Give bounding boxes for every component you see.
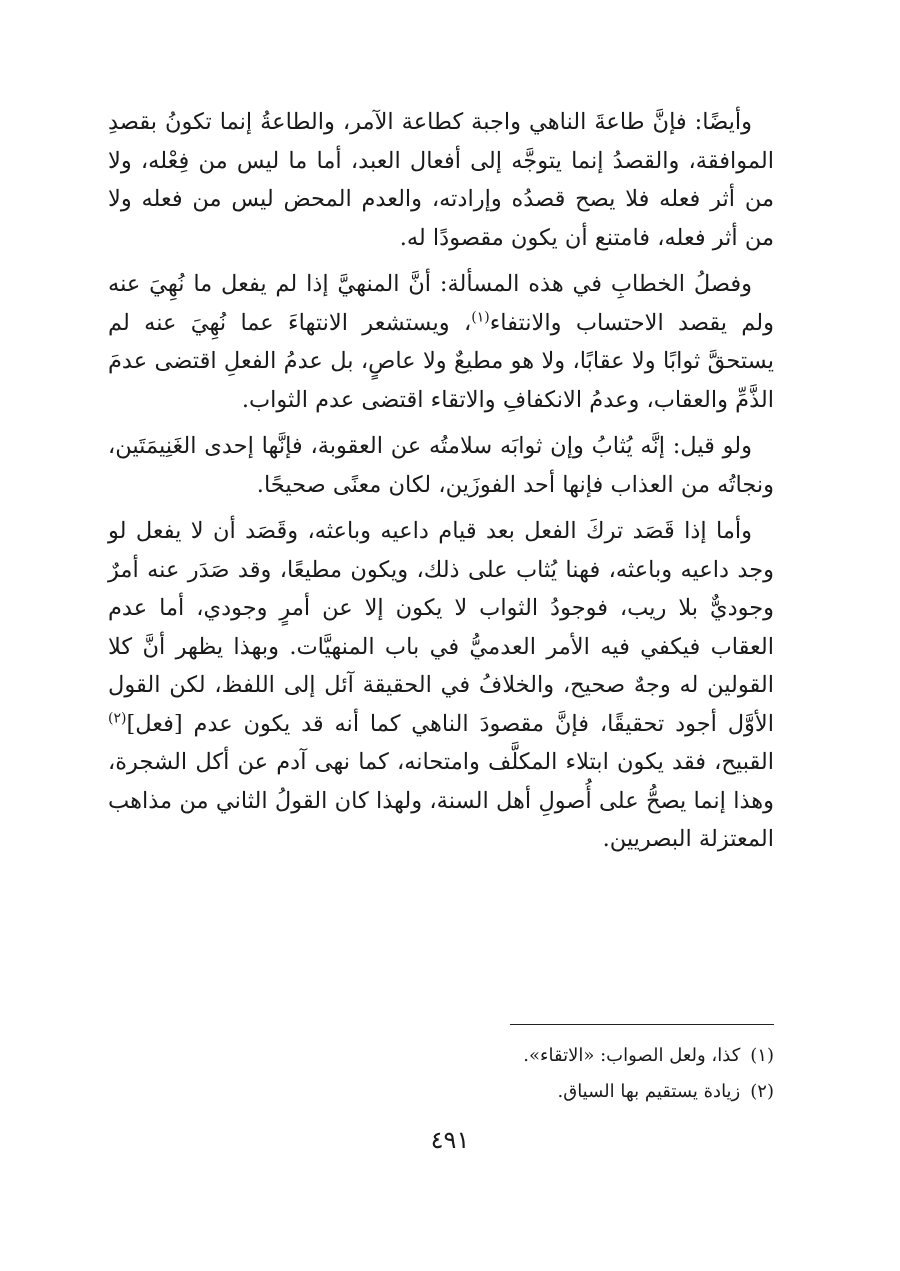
paragraph-1: [108, 103, 774, 257]
footnote-2: [300, 1076, 774, 1108]
page-number: ٤٩١: [430, 1126, 470, 1154]
paragraph-text: ، ويستشعر الانتهاءَ عما نُهِيَ عنه لم يستحقَّ ثوابًا ولا عقابًا، ولا هو مطيعٌ ولا عاصٍ، بل عدمُ الفعلِ اقتضى عدمَ الذَّمِّ والعقاب، وعدمُ الانكفافِ والاتقاء اقتضى عدم الثواب.: [108, 309, 774, 413]
paragraph-text: ولو قيل: إنَّه يُثابُ وإن ثوابَه سلامتُه عن العقوبة، فإنَّها إحدى الغَنِيمَتَين، ونجاتُه من العذاب فإنها أحد الفوزَين، لكان معنًى صحيحًا.: [108, 433, 774, 498]
footnote-text: كذا، ولعل الصواب: «الاتقاء».: [523, 1045, 741, 1066]
paragraph-text: وأما إذا قَصَد تركَ الفعل بعد قيام داعيه وباعثه، وقَصَد أن لا يفعل لو وجد داعيه وباعثه، فهنا يُثاب على ذلك، ويكون مطيعًا، وقد صَدَر عنه أمرٌ وجوديٌّ بلا ريب، فوجودُ الثواب لا يكون إلا عن أمرٍ وجودي، أما عدم العقاب فيكفي فيه الأمر العدميُّ في باب المنهيَّات. وبهذا يظهر أنَّ كلا القولين له وجهٌ صحيح، والخلافُ في الحقيقة آئل إلى اللفظ، لكن القول الأوَّل أجود تحقيقًا، فإنَّ مقصودَ الناهي كما أنه قد يكون عدم [فعل]: [108, 518, 774, 737]
footnote-number: (١): [750, 1045, 774, 1066]
footnote-number: (٢): [750, 1081, 774, 1102]
footnote-1: [300, 1040, 774, 1072]
paragraph-text: القبيح، فقد يكون ابتلاء المكلَّف وامتحانه، كما نهى آدم عن أكل الشجرة، وهذا إنما يصحُّ على أُصولِ أهل السنة، ولهذا كان القولُ الثاني من مذاهب المعتزلة البصريين.: [108, 749, 774, 852]
footnote-divider: [510, 1024, 774, 1025]
paragraph-2: [108, 265, 774, 419]
footnote-reference[interactable]: (١): [471, 309, 490, 325]
footnote-reference[interactable]: (٢): [108, 710, 127, 726]
paragraph-text: وفصلُ الخطابِ في هذه المسألة: أنَّ المنهيَّ إذا لم يفعل ما نُهِيَ عنه ولم يقصد الاحتساب والانتفاء: [108, 271, 775, 336]
footnote-text: زيادة يستقيم بها السياق.: [557, 1081, 741, 1102]
footnotes: [300, 1040, 774, 1112]
paragraph-3: [108, 427, 774, 504]
main-text: [108, 103, 774, 867]
paragraph-4: [108, 512, 774, 859]
paragraph-text: وأيضًا: فإنَّ طاعةَ الناهي واجبة كطاعة الآمر، والطاعةُ إنما تكونُ بقصدِ الموافقة، والقصدُ إنما يتوجَّه إلى أفعال العبد، أما ما ليس من فِعْله، ولا من أثر فعله فلا يصح قصدُه وإرادته، والعدم المحض ليس من فعله ولا من أثر فعله، فامتنع أن يكون مقصودًا له.: [108, 109, 774, 251]
